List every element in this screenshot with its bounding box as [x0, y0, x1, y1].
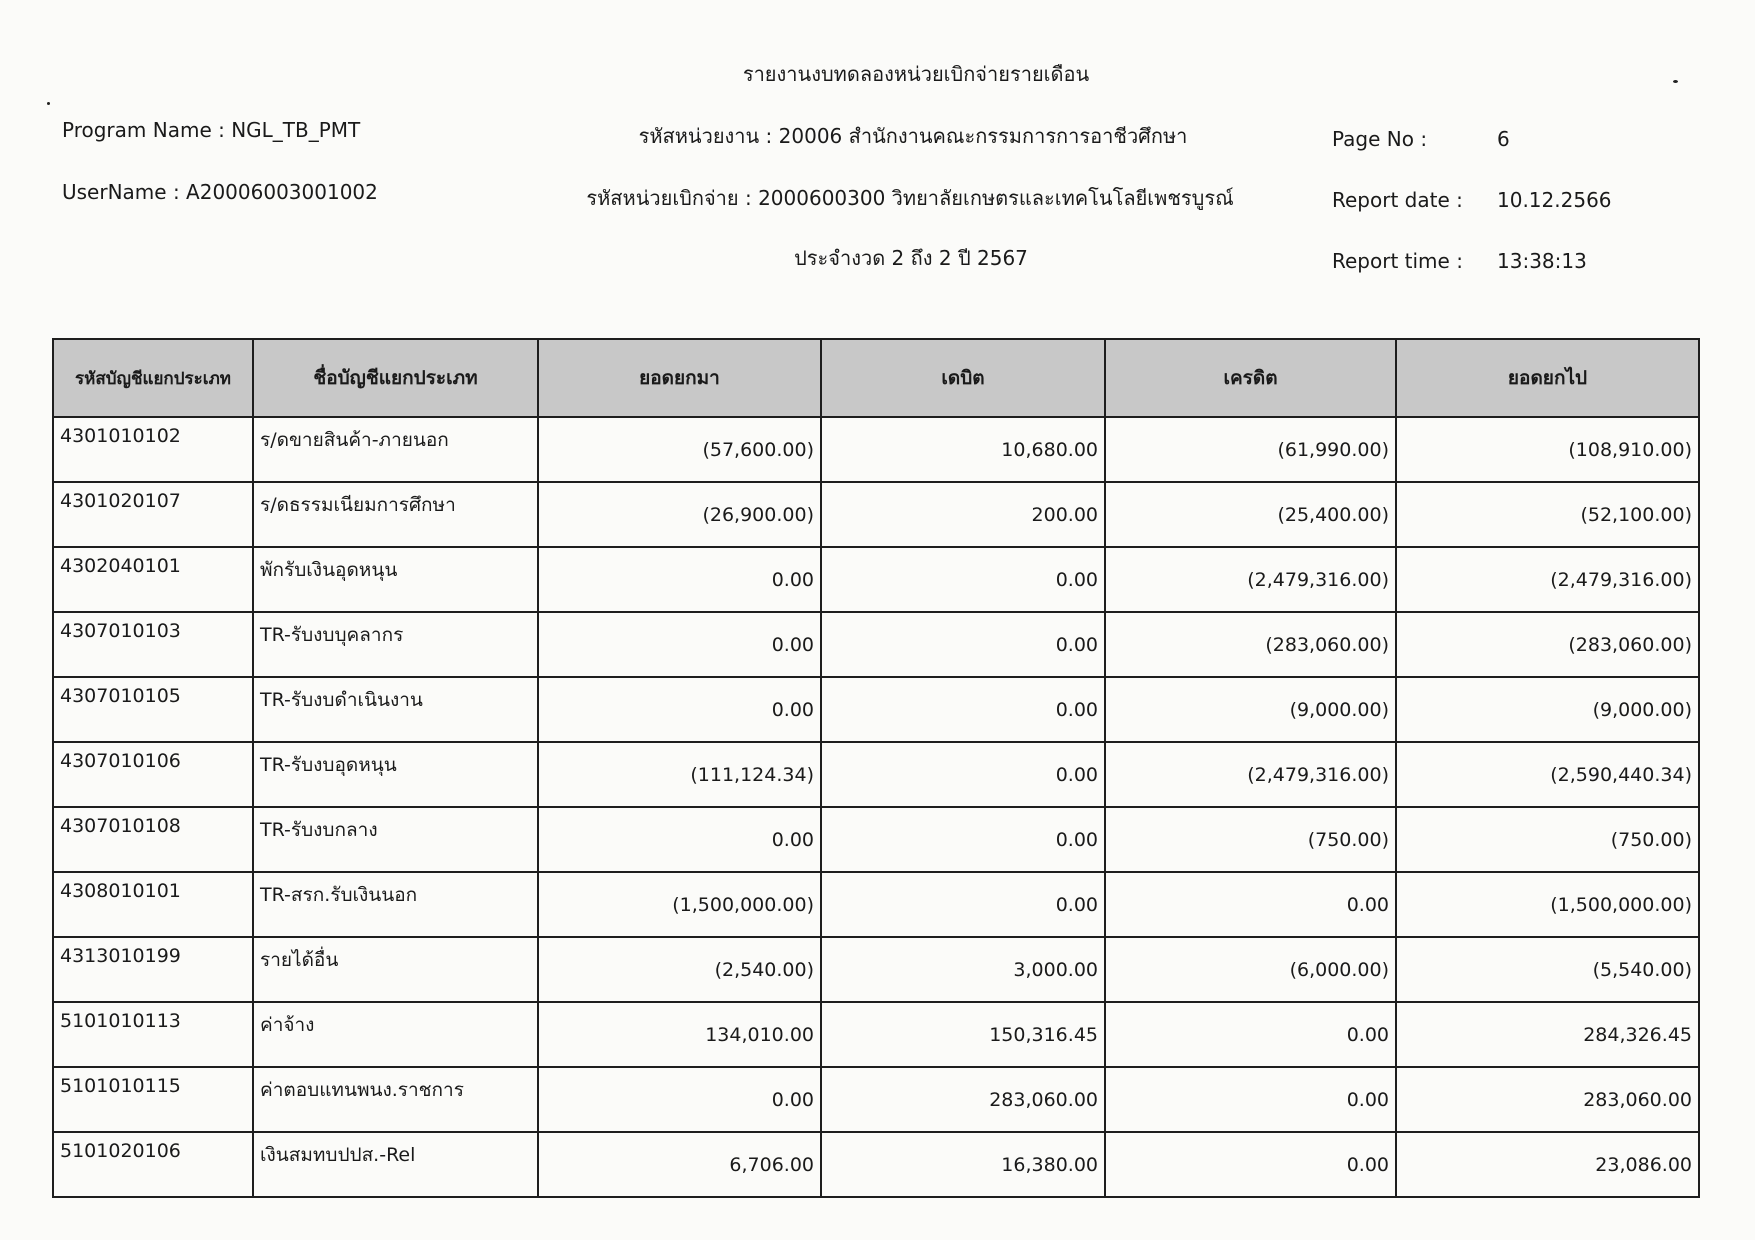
account-name-cell: รายได้อื่น [253, 937, 538, 1002]
closing-balance-cell: 283,060.00 [1396, 1067, 1699, 1132]
account-code-cell: 4313010199 [53, 937, 253, 1002]
report-time-label: Report time : [1332, 249, 1463, 273]
debit-cell: 0.00 [821, 612, 1105, 677]
debit-cell: 0.00 [821, 547, 1105, 612]
credit-cell: 0.00 [1105, 1132, 1396, 1197]
account-name-cell: TR-รับงบดำเนินงาน [253, 677, 538, 742]
debit-cell: 3,000.00 [821, 937, 1105, 1002]
scan-speck [1673, 80, 1678, 83]
table-row [53, 417, 1699, 482]
page-no-label: Page No : [1332, 127, 1428, 151]
credit-cell: (283,060.00) [1105, 612, 1396, 677]
account-code-cell: 4301020107 [53, 482, 253, 547]
account-code-cell: 4308010101 [53, 872, 253, 937]
account-name-cell: ค่าจ้าง [253, 1002, 538, 1067]
account-name-cell: พักรับเงินอุดหนุน [253, 547, 538, 612]
column-header-opening-balance: ยอดยกมา [538, 339, 821, 417]
table-row [53, 937, 1699, 1002]
opening-balance-cell: 0.00 [538, 677, 821, 742]
account-name-cell: ร/ดธรรมเนียมการศึกษา [253, 482, 538, 547]
trial-balance-table [52, 338, 1700, 1198]
debit-cell: 283,060.00 [821, 1067, 1105, 1132]
period-line: ประจำงวด 2 ถึง 2 ปี 2567 [794, 246, 1028, 270]
account-name-cell: ค่าตอบแทนพนง.ราชการ [253, 1067, 538, 1132]
credit-cell: (25,400.00) [1105, 482, 1396, 547]
opening-balance-cell: (1,500,000.00) [538, 872, 821, 937]
closing-balance-cell: (750.00) [1396, 807, 1699, 872]
closing-balance-cell: (283,060.00) [1396, 612, 1699, 677]
account-code-cell: 4301010102 [53, 417, 253, 482]
column-header-account-name: ชื่อบัญชีแยกประเภท [253, 339, 538, 417]
column-header-debit: เดบิต [821, 339, 1105, 417]
table-row [53, 807, 1699, 872]
agency-line: รหัสหน่วยงาน : 20006 สำนักงานคณะกรรมการการอาชีวศึกษา [638, 124, 1188, 148]
closing-balance-cell: 23,086.00 [1396, 1132, 1699, 1197]
account-code-cell: 5101010113 [53, 1002, 253, 1067]
closing-balance-cell: (2,590,440.34) [1396, 742, 1699, 807]
debit-cell: 200.00 [821, 482, 1105, 547]
report-date-value: 10.12.2566 [1497, 188, 1612, 212]
table-row [53, 1132, 1699, 1197]
debit-cell: 16,380.00 [821, 1132, 1105, 1197]
table-row [53, 677, 1699, 742]
table-row [53, 547, 1699, 612]
opening-balance-cell: (2,540.00) [538, 937, 821, 1002]
credit-cell: 0.00 [1105, 1067, 1396, 1132]
closing-balance-cell: (52,100.00) [1396, 482, 1699, 547]
table-row [53, 482, 1699, 547]
column-header-credit: เครดิต [1105, 339, 1396, 417]
account-code-cell: 4307010103 [53, 612, 253, 677]
opening-balance-cell: 0.00 [538, 1067, 821, 1132]
table-header-row [53, 339, 1699, 417]
table-row [53, 872, 1699, 937]
opening-balance-cell: 0.00 [538, 547, 821, 612]
report-time-value: 13:38:13 [1497, 249, 1587, 273]
table-row [53, 1067, 1699, 1132]
account-name-cell: เงินสมทบปปส.-Rel [253, 1132, 538, 1197]
report-title: รายงานงบทดลองหน่วยเบิกจ่ายรายเดือน [742, 62, 1090, 86]
table-row [53, 612, 1699, 677]
opening-balance-cell: (26,900.00) [538, 482, 821, 547]
closing-balance-cell: (108,910.00) [1396, 417, 1699, 482]
closing-balance-cell: 284,326.45 [1396, 1002, 1699, 1067]
debit-cell: 0.00 [821, 677, 1105, 742]
credit-cell: (9,000.00) [1105, 677, 1396, 742]
account-code-cell: 5101020106 [53, 1132, 253, 1197]
account-code-cell: 4307010106 [53, 742, 253, 807]
opening-balance-cell: (57,600.00) [538, 417, 821, 482]
credit-cell: (750.00) [1105, 807, 1396, 872]
account-name-cell: ร/ดขายสินค้า-ภายนอก [253, 417, 538, 482]
debit-cell: 10,680.00 [821, 417, 1105, 482]
column-header-account-code: รหัสบัญชีแยกประเภท [53, 339, 253, 417]
closing-balance-cell: (9,000.00) [1396, 677, 1699, 742]
account-name-cell: TR-รับงบบุคลากร [253, 612, 538, 677]
debit-cell: 0.00 [821, 872, 1105, 937]
user-name: UserName : A20006003001002 [62, 180, 378, 204]
table-row [53, 1002, 1699, 1067]
account-name-cell: TR-รับงบอุดหนุน [253, 742, 538, 807]
account-name-cell: TR-รับงบกลาง [253, 807, 538, 872]
closing-balance-cell: (1,500,000.00) [1396, 872, 1699, 937]
credit-cell: (2,479,316.00) [1105, 547, 1396, 612]
opening-balance-cell: 134,010.00 [538, 1002, 821, 1067]
account-code-cell: 4307010108 [53, 807, 253, 872]
credit-cell: 0.00 [1105, 1002, 1396, 1067]
closing-balance-cell: (2,479,316.00) [1396, 547, 1699, 612]
debit-cell: 0.00 [821, 742, 1105, 807]
credit-cell: (6,000.00) [1105, 937, 1396, 1002]
report-date-label: Report date : [1332, 188, 1463, 212]
credit-cell: 0.00 [1105, 872, 1396, 937]
debit-cell: 150,316.45 [821, 1002, 1105, 1067]
account-name-cell: TR-สรก.รับเงินนอก [253, 872, 538, 937]
debit-cell: 0.00 [821, 807, 1105, 872]
scan-speck [47, 102, 50, 105]
disbursing-unit-line: รหัสหน่วยเบิกจ่าย : 2000600300 วิทยาลัยเกษตรและเทคโนโลยีเพชรบูรณ์ [586, 186, 1234, 210]
opening-balance-cell: (111,124.34) [538, 742, 821, 807]
account-code-cell: 5101010115 [53, 1067, 253, 1132]
credit-cell: (61,990.00) [1105, 417, 1396, 482]
credit-cell: (2,479,316.00) [1105, 742, 1396, 807]
closing-balance-cell: (5,540.00) [1396, 937, 1699, 1002]
page-no-value: 6 [1497, 127, 1510, 151]
table-row [53, 742, 1699, 807]
opening-balance-cell: 6,706.00 [538, 1132, 821, 1197]
column-header-closing-balance: ยอดยกไป [1396, 339, 1699, 417]
account-code-cell: 4302040101 [53, 547, 253, 612]
opening-balance-cell: 0.00 [538, 612, 821, 677]
program-name: Program Name : NGL_TB_PMT [62, 118, 361, 142]
account-code-cell: 4307010105 [53, 677, 253, 742]
opening-balance-cell: 0.00 [538, 807, 821, 872]
